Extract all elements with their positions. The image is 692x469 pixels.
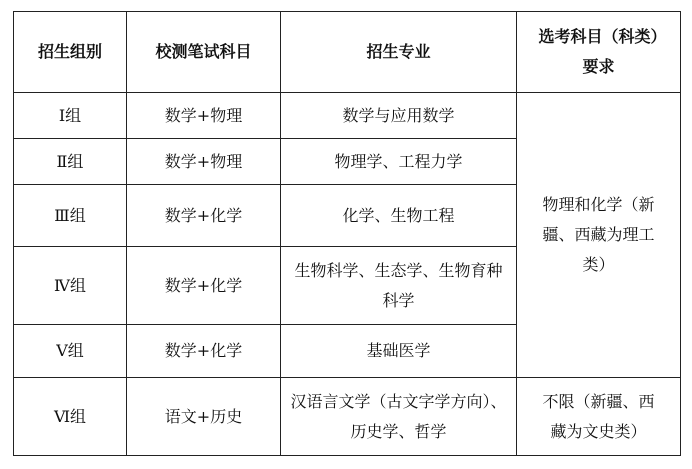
group-cell: Ⅳ组	[14, 247, 127, 325]
majors-cell: 基础医学	[281, 325, 517, 378]
majors-cell: 汉语言文学（古文字学方向）、历史学、哲学	[281, 378, 517, 456]
subjects-cell: 数学+化学	[127, 325, 281, 378]
subjects-cell: 语文+历史	[127, 378, 281, 456]
requirement-cell-science: 物理和化学（新疆、西藏为理工类）	[517, 93, 681, 378]
subjects-cell: 数学+化学	[127, 185, 281, 247]
table-row	[14, 93, 681, 139]
majors-cell: 数学与应用数学	[281, 93, 517, 139]
admissions-table	[13, 11, 681, 456]
header-group: 招生组别	[14, 12, 127, 93]
header-subjects: 校测笔试科目	[127, 12, 281, 93]
majors-cell: 化学、生物工程	[281, 185, 517, 247]
group-cell: Ⅴ组	[14, 325, 127, 378]
group-cell: Ⅲ组	[14, 185, 127, 247]
majors-cell: 物理学、工程力学	[281, 139, 517, 185]
header-requirement: 选考科目（科类）要求	[517, 12, 681, 93]
header-majors: 招生专业	[281, 12, 517, 93]
group-cell: Ⅱ组	[14, 139, 127, 185]
group-cell: Ⅵ组	[14, 378, 127, 456]
table-header-row	[14, 12, 681, 93]
majors-cell: 生物科学、生态学、生物育种科学	[281, 247, 517, 325]
requirement-cell-arts: 不限（新疆、西藏为文史类）	[517, 378, 681, 456]
group-cell: Ⅰ组	[14, 93, 127, 139]
table-row	[14, 378, 681, 456]
subjects-cell: 数学+物理	[127, 93, 281, 139]
subjects-cell: 数学+化学	[127, 247, 281, 325]
subjects-cell: 数学+物理	[127, 139, 281, 185]
